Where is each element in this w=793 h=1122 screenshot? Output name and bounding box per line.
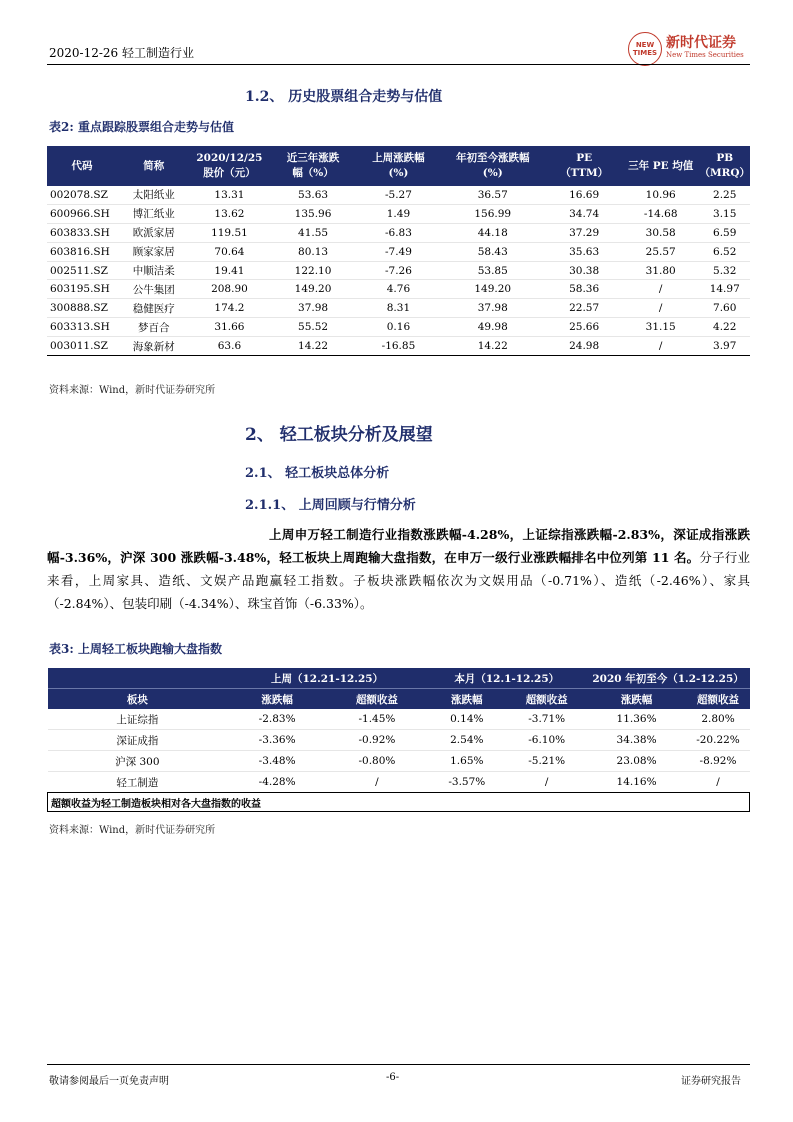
paragraph-bold-text: 上周申万轻工制造行业指数涨跌幅-4.28%，上证综指涨跌幅-2.83%，深证成指涨跌幅-3.36%，沪深 300 涨跌幅-3.48%，轻工板块上周跑输大盘指数，在申万一级行业涨跌幅排名中位列第 11 名。: [47, 527, 750, 565]
table-cell: 70.64: [214, 245, 245, 258]
table3-subheader-cell: 超额收益: [687, 689, 750, 710]
footer-disclaimer: 敬请参阅最后一页免责声明: [49, 1076, 169, 1087]
table-cell: 34.74: [569, 207, 600, 220]
table-cell: 22.57: [569, 302, 600, 315]
table-cell: 1.49: [386, 207, 411, 220]
table-cell: 63.6: [217, 340, 242, 353]
table2-caption: 表2: 重点跟踪股票组合走势与估值: [49, 120, 234, 134]
table-cell: 3.97: [713, 340, 737, 353]
table-row: [47, 223, 750, 242]
section-1-2-title: 1.2、 历史股票组合走势与估值: [245, 89, 443, 105]
header-date-industry: 2020-12-26 轻工制造行业: [49, 46, 195, 60]
table-row: [47, 299, 750, 318]
table-cell: -0.92%: [358, 734, 396, 746]
stock-portfolio-table: [47, 146, 750, 356]
table-cell: 208.90: [211, 283, 248, 296]
table-cell: 11.36%: [616, 713, 657, 725]
table-cell: 35.63: [569, 245, 600, 258]
table2-header-cell: 上周涨跌幅 (%): [358, 146, 439, 186]
table-cell: 600966.SH: [50, 207, 110, 220]
table3-subheader-row: [48, 689, 750, 710]
table-cell: 深证成指: [116, 734, 159, 747]
table-cell: -4.28%: [258, 776, 296, 788]
table-cell: 6.52: [713, 245, 737, 258]
table-cell: 149.20: [474, 283, 512, 296]
table-cell: /: [716, 776, 720, 788]
table3-group-cell: 本月（12.1-12.25）: [427, 668, 587, 689]
table-cell: 603313.SH: [50, 321, 110, 334]
table-cell: -5.27: [384, 188, 412, 201]
table-cell: 55.52: [298, 321, 329, 334]
table-cell: 37.98: [298, 302, 329, 315]
table-cell: 2.80%: [701, 713, 735, 725]
table-row: [47, 186, 750, 204]
table-cell: 14.97: [709, 283, 740, 296]
paragraph-normal-text: 分子行业来看，上周家具、造纸、文娱产品跑赢轻工指数。子板块涨跌幅依次为文娱用品（-0.71%）、造纸（-2.46%）、家具（-2.84%）、包装印刷（-4.34%）、珠宝首饰（-6.33%）。: [47, 550, 750, 611]
table-cell: 19.41: [214, 264, 245, 277]
table-cell: /: [658, 302, 663, 315]
table-cell: 135.96: [294, 207, 332, 220]
section-2-1-title: 2.1、 轻工板块总体分析: [245, 466, 390, 481]
table-cell: 2.25: [713, 188, 737, 201]
table-row: [47, 337, 750, 356]
table-cell: 公牛集团: [132, 283, 175, 296]
table-cell: 稳健医疗: [132, 302, 175, 315]
table-row: [47, 204, 750, 223]
table3-note-row: [48, 793, 750, 812]
table-cell: 80.13: [298, 245, 329, 258]
table3-source: 资料来源：Wind，新时代证券研究所: [49, 825, 216, 836]
table-cell: 53.85: [477, 264, 508, 277]
table-cell: -7.26: [384, 264, 412, 277]
table-cell: 欧派家居: [132, 227, 175, 240]
table-cell: /: [658, 340, 663, 353]
table-cell: 58.36: [569, 283, 600, 296]
table-cell: 轻工制造: [116, 776, 159, 789]
table-row: [48, 772, 750, 793]
section-2-1-1-title: 2.1.1、 上周回顾与行情分析: [245, 498, 416, 513]
table-cell: 5.32: [713, 264, 737, 277]
table3-subheader-cell: 超额收益: [327, 689, 427, 710]
table-cell: 30.58: [645, 226, 676, 239]
table-cell: /: [658, 283, 663, 296]
table3-subheader-cell: 涨跌幅: [227, 689, 327, 710]
table-cell: 603195.SH: [50, 283, 110, 296]
table-cell: 122.10: [294, 264, 332, 277]
logo-en-text: New Times Securities: [666, 51, 744, 59]
table-cell: /: [375, 776, 379, 788]
table-cell: 58.43: [477, 245, 508, 258]
table2-header-cell: PE （TTM）: [546, 146, 622, 186]
table2-header-cell: 三年 PE 均值: [622, 146, 699, 186]
table-cell: 30.38: [569, 264, 600, 277]
table-cell: 25.66: [569, 321, 600, 334]
section-2-title: 2、 轻工板块分析及展望: [245, 425, 433, 445]
table-cell: 14.16%: [616, 776, 657, 788]
table2-header-cell: 近三年涨跌 幅（%）: [268, 146, 357, 186]
table2-header-cell: 简称: [117, 146, 191, 186]
table-cell: 沪深 300: [115, 755, 160, 768]
table-cell: 4.22: [713, 321, 737, 334]
table-cell: -0.80%: [358, 755, 396, 767]
table-row: [48, 709, 750, 730]
table-cell: 31.66: [214, 321, 245, 334]
table-cell: 博汇纸业: [132, 208, 175, 221]
table2-header-row: [47, 146, 750, 186]
table-cell: -6.10%: [528, 734, 566, 746]
table-cell: 41.55: [298, 226, 329, 239]
table-cell: 003011.SZ: [50, 340, 108, 353]
table-cell: 6.59: [713, 226, 737, 239]
table-cell: 14.22: [298, 340, 329, 353]
company-logo: [628, 30, 752, 64]
header-divider: [47, 64, 750, 65]
table-cell: -7.49: [384, 245, 412, 258]
table-cell: 53.63: [298, 188, 329, 201]
table-row: [47, 318, 750, 337]
table-cell: 上证综指: [116, 713, 159, 726]
footer-divider: [47, 1064, 750, 1065]
table3-group-cell: 上周（12.21-12.25）: [227, 668, 427, 689]
table-cell: -3.36%: [258, 734, 296, 746]
table-cell: 13.31: [214, 188, 245, 201]
table-cell: -3.71%: [528, 713, 566, 725]
table-cell: -5.21%: [528, 755, 566, 767]
table3-subheader-cell: 涨跌幅: [427, 689, 507, 710]
table-cell: 7.60: [713, 302, 737, 315]
table-cell: -1.45%: [358, 713, 396, 725]
table-cell: 25.57: [645, 245, 676, 258]
table-cell: 300888.SZ: [50, 302, 108, 315]
table2-header-cell: PB （MRQ）: [699, 146, 750, 186]
table-cell: 37.98: [477, 302, 508, 315]
table-cell: 1.65%: [450, 755, 484, 767]
table-cell: 31.80: [645, 264, 676, 277]
table-cell: -14.68: [643, 207, 678, 220]
table-cell: 海象新材: [132, 340, 175, 353]
table3-note: 超额收益为轻工制造板块相对各大盘指数的收益: [48, 793, 750, 812]
table-cell: -3.48%: [258, 755, 296, 767]
table-cell: 603816.SH: [50, 245, 110, 258]
table-cell: 太阳纸业: [132, 189, 175, 202]
table-cell: 4.76: [386, 283, 411, 296]
table-cell: 2.54%: [450, 734, 484, 746]
table-cell: 149.20: [294, 283, 332, 296]
table-row: [48, 730, 750, 751]
footer-page-number: -6-: [386, 1072, 400, 1083]
table-cell: 603833.SH: [50, 226, 110, 239]
table-cell: 梦百合: [137, 321, 170, 334]
table-cell: -6.83: [384, 226, 412, 239]
table-cell: 119.51: [211, 226, 248, 239]
table2-header-cell: 年初至今涨跌幅 (%): [439, 146, 546, 186]
table-cell: 中顺洁柔: [132, 265, 175, 277]
table2-header-cell: 代码: [47, 146, 117, 186]
table-cell: 002078.SZ: [50, 188, 108, 201]
table-cell: 174.2: [214, 302, 245, 315]
table-cell: 44.18: [477, 226, 508, 239]
table-cell: -8.92%: [699, 755, 737, 767]
table3-subheader-cell: 板块: [48, 689, 228, 710]
table-cell: 156.99: [474, 207, 512, 220]
table-cell: 23.08%: [616, 755, 657, 767]
table-row: [47, 242, 750, 261]
table-cell: /: [544, 776, 549, 788]
table-cell: 16.69: [569, 188, 600, 201]
sector-vs-index-table: [47, 668, 750, 812]
table2-header-cell: 2020/12/25 股价（元）: [191, 146, 269, 186]
table-cell: 37.29: [569, 226, 600, 239]
logo-cn-text: 新时代证券: [666, 35, 736, 51]
table-cell: -20.22%: [696, 734, 740, 746]
table-cell: 顾家家居: [132, 246, 175, 259]
table3-group-cell: 2020 年初至今（1.2-12.25）: [587, 668, 750, 689]
table-cell: 14.22: [477, 340, 508, 353]
logo-mark-icon: NEW TIMES: [628, 32, 662, 66]
table2-source: 资料来源：Wind，新时代证券研究所: [49, 385, 216, 396]
table-row: [47, 261, 750, 280]
table-cell: -3.57%: [448, 776, 486, 788]
table-cell: 49.98: [477, 321, 508, 334]
table-row: [47, 280, 750, 299]
table3-subheader-cell: 涨跌幅: [587, 689, 687, 710]
table-cell: -2.83%: [258, 713, 296, 725]
footer-report-type: 证券研究报告: [681, 1076, 741, 1087]
table-cell: 24.98: [569, 340, 600, 353]
table-cell: 34.38%: [616, 734, 657, 746]
table-cell: 0.16: [386, 321, 411, 334]
table3-subheader-cell: 超额收益: [507, 689, 587, 710]
table-cell: 13.62: [214, 207, 245, 220]
table-cell: 31.15: [645, 321, 676, 334]
table-cell: 0.14%: [450, 713, 484, 725]
table3-group-empty: [48, 668, 228, 689]
table-cell: 3.15: [713, 207, 737, 220]
table-cell: 002511.SZ: [50, 264, 108, 277]
table-cell: 10.96: [645, 188, 676, 201]
table3-group-row: [48, 668, 750, 689]
table3-caption: 表3: 上周轻工板块跑输大盘指数: [49, 642, 222, 656]
table-cell: 8.31: [386, 302, 411, 315]
table-cell: -16.85: [381, 340, 416, 353]
market-review-paragraph: [47, 523, 750, 615]
table-row: [48, 751, 750, 772]
table-cell: 36.57: [477, 188, 508, 201]
